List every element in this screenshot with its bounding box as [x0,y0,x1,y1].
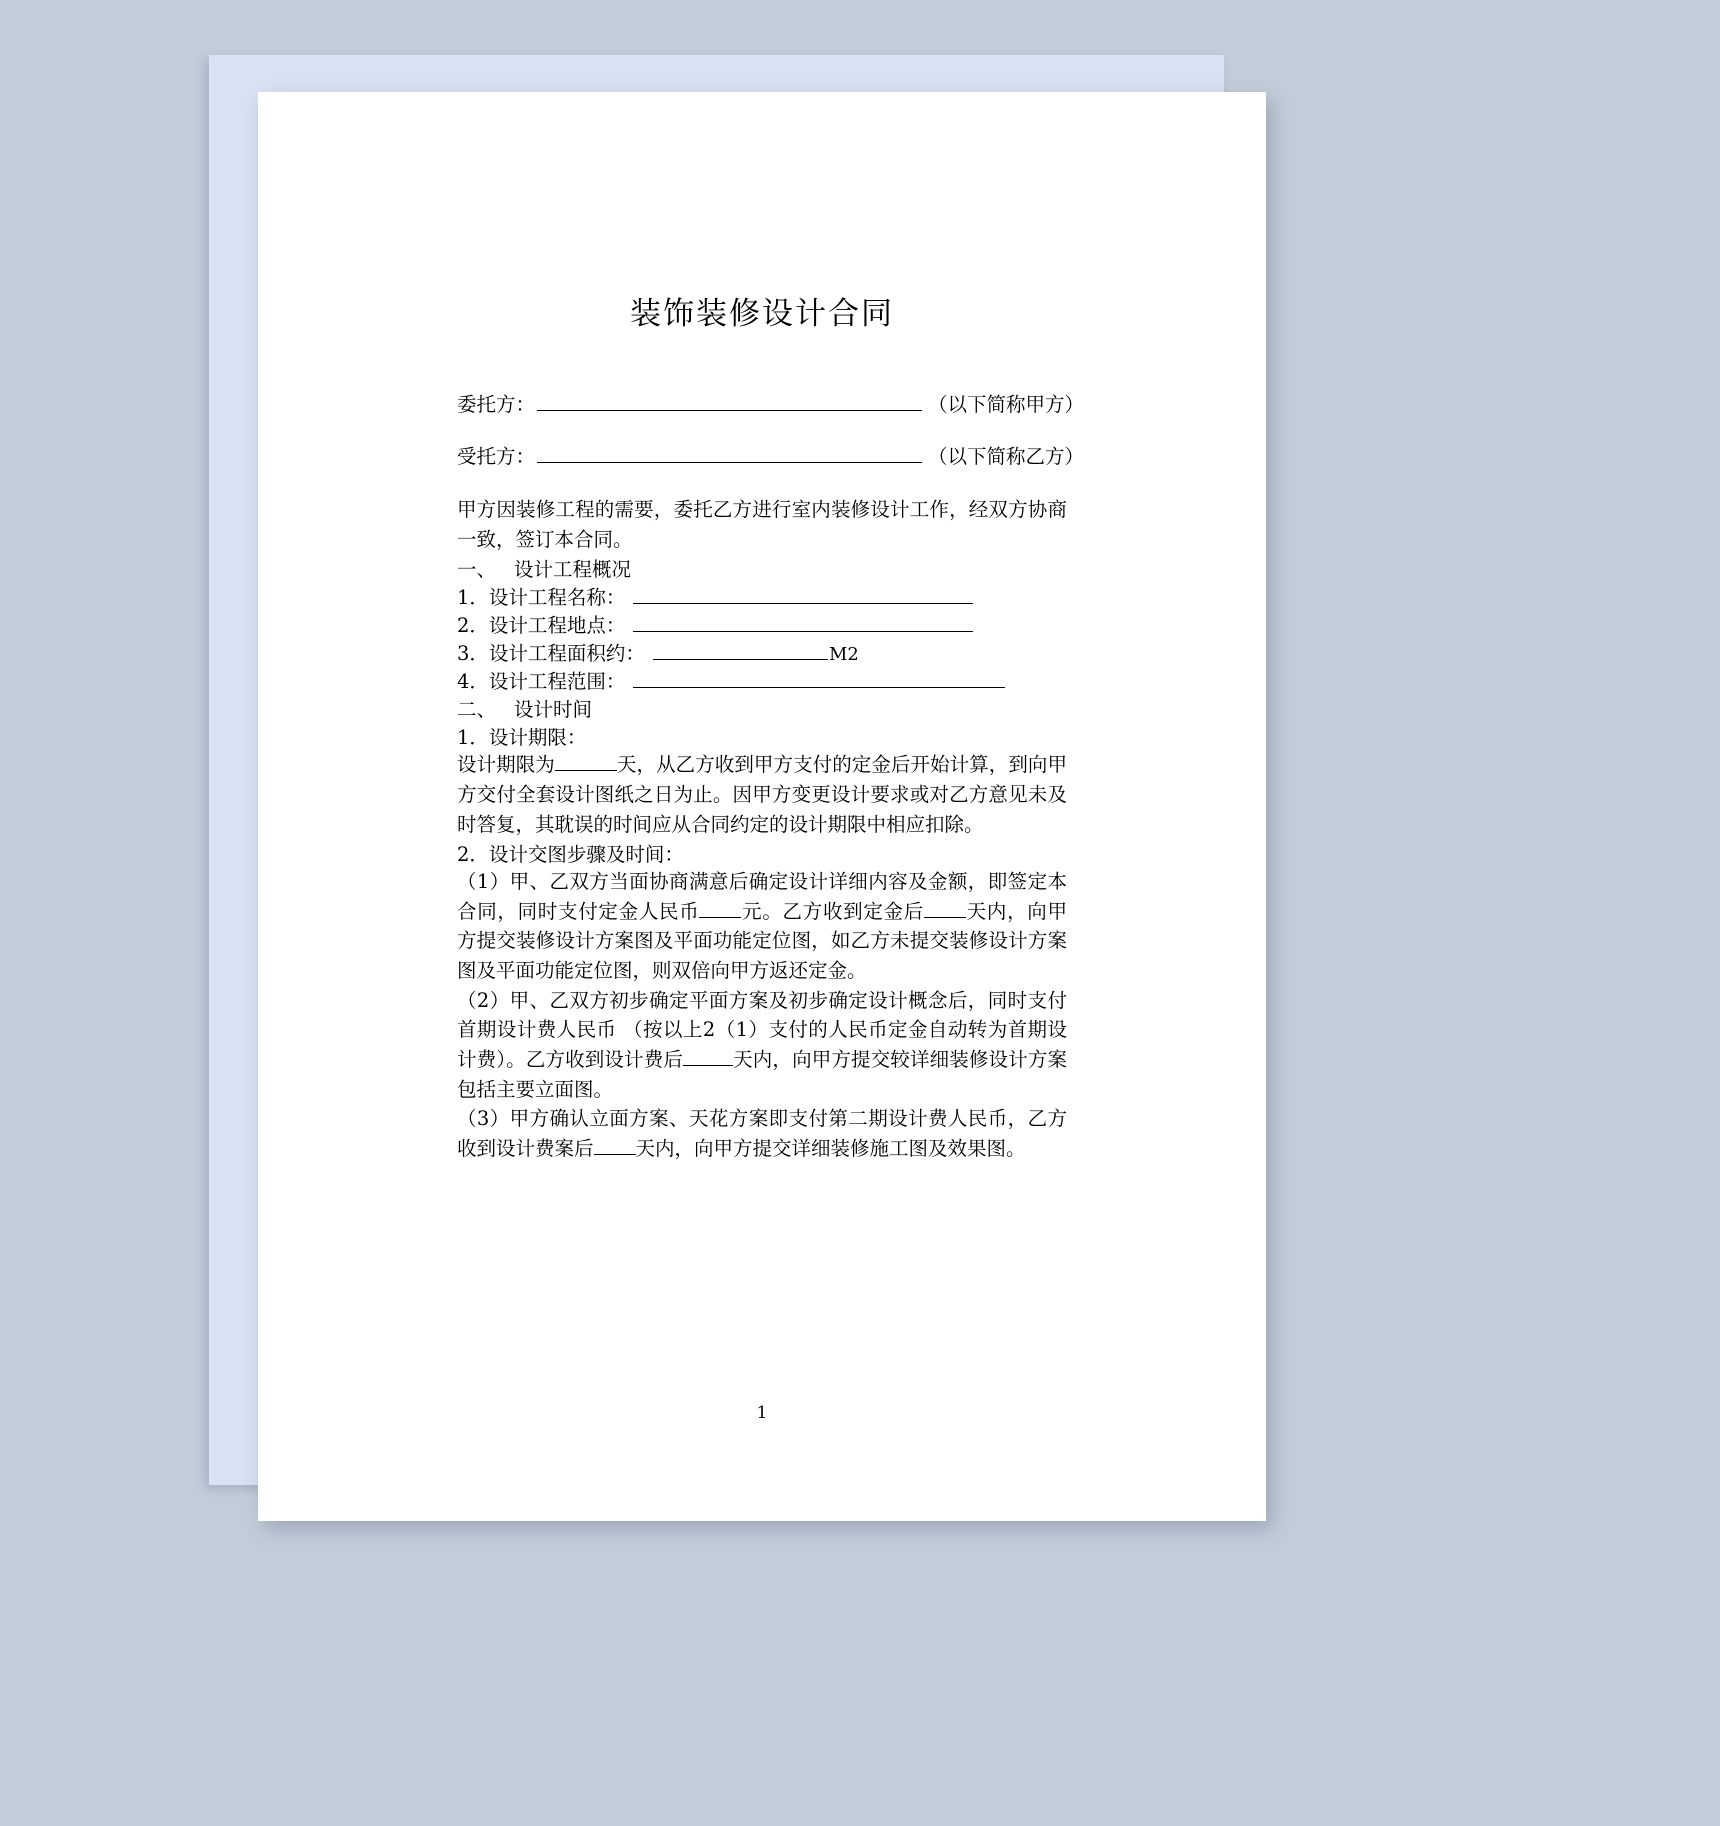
party-fill-contractor[interactable] [537,443,922,463]
document-page [258,92,1266,1521]
section-one-heading [457,554,1067,582]
design-period-label: 1．设计期限： [457,726,587,750]
clause-three-text-a: （3）甲方确认立面方案、天花方案即支付第二期设计费人民币，乙方收到设计费案后 [457,1107,1067,1160]
page-number: 1 [756,1403,768,1423]
party-label-client: 委托方： [457,392,536,416]
clause-three-days-input[interactable] [594,1136,636,1155]
field-project-area-input[interactable] [653,641,828,661]
clause-one-text-b: 元。乙方收到定金后 [741,899,924,923]
clause-three-paragraph [457,1104,1067,1163]
intro-paragraph: 甲方因装修工程的需要，委托乙方进行室内装修设计工作，经双方协商一致，签订本合同。 [457,498,1067,551]
field-project-scope-label: 设计工程范围： [488,670,626,694]
field-project-area-label: 设计工程面积约： [488,642,645,666]
delivery-steps-label: 2．设计交图步骤及时间： [457,843,684,867]
parties-block [457,391,1085,468]
clause-one-deposit-input[interactable] [699,899,741,918]
section-one-number: 一、 [457,558,497,582]
party-suffix-contractor: （以下简称乙方） [928,444,1085,468]
design-period-paragraph [457,750,1067,839]
field-project-name [457,582,1067,610]
section-two-heading [457,694,1067,722]
field-project-location-input[interactable] [633,613,973,633]
field-project-area [457,638,1067,666]
clause-two-text-a: （2）甲、乙双方初步确定平面方案及初步确定设计概念后，同时支付首期设计费人民币 （按以上2（1）支付的人民币定金自动转为首期设计费）。乙方收到设计费后 [457,988,1067,1071]
clause-three-text-b: 天内，向甲方提交详细装修施工图及效果图。 [635,1136,1026,1160]
party-row-contractor [457,443,1085,468]
page-title: 装饰装修设计合同 [630,296,894,332]
clause-two-paragraph [457,986,1067,1105]
document-body [457,391,1085,1163]
clause-one-text-a: （1）甲、乙双方当面协商满意后确定设计详细内容及金额，即签定本合同，同时支付定金人民币 [457,870,1067,923]
field-project-scope-number: 4． [457,670,489,694]
party-row-client [457,391,1085,416]
clause-one-days-input[interactable] [924,899,966,918]
clause-two-text-b: 天内，向甲方提交较详细装修设计方案包括主要立面图。 [457,1047,1067,1101]
section-two-number: 二、 [457,698,497,722]
clause-one-paragraph [457,867,1067,986]
field-project-location-number: 2． [457,614,489,638]
design-period-days-input[interactable] [555,752,617,771]
clause-one-text-c: 天内，向甲方提交装修设计方案图及平面功能定位图，如乙方未提交装修设计方案图及平面功能定位图，则双倍向甲方返还定金。 [457,899,1067,983]
page-content [258,92,1266,1521]
field-project-name-number: 1． [457,586,489,610]
field-project-scope [457,666,1067,694]
field-project-location [457,610,1067,638]
design-period-text-a: 设计期限为 [457,753,555,777]
clause-two-days-input[interactable] [683,1047,733,1066]
field-project-scope-input[interactable] [633,669,1005,689]
section-two-title: 设计时间 [514,698,593,722]
design-period-text-b: 天，从乙方收到甲方支付的定金后开始计算，到向甲方交付全套设计图纸之日为止。因甲方变更设计要求或对乙方意见未及时答复，其耽误的时间应从合同约定的设计期限中相应扣除。 [457,753,1067,836]
party-label-contractor: 受托方： [457,444,536,468]
field-project-location-label: 设计工程地点： [488,614,626,638]
field-project-name-input[interactable] [633,585,973,605]
section-one-title: 设计工程概况 [514,558,632,582]
party-fill-client[interactable] [537,391,922,411]
party-suffix-client: （以下简称甲方） [928,392,1085,416]
field-project-name-label: 设计工程名称： [488,586,626,610]
field-project-area-number: 3． [457,642,489,666]
field-project-area-unit: M2 [828,644,859,666]
